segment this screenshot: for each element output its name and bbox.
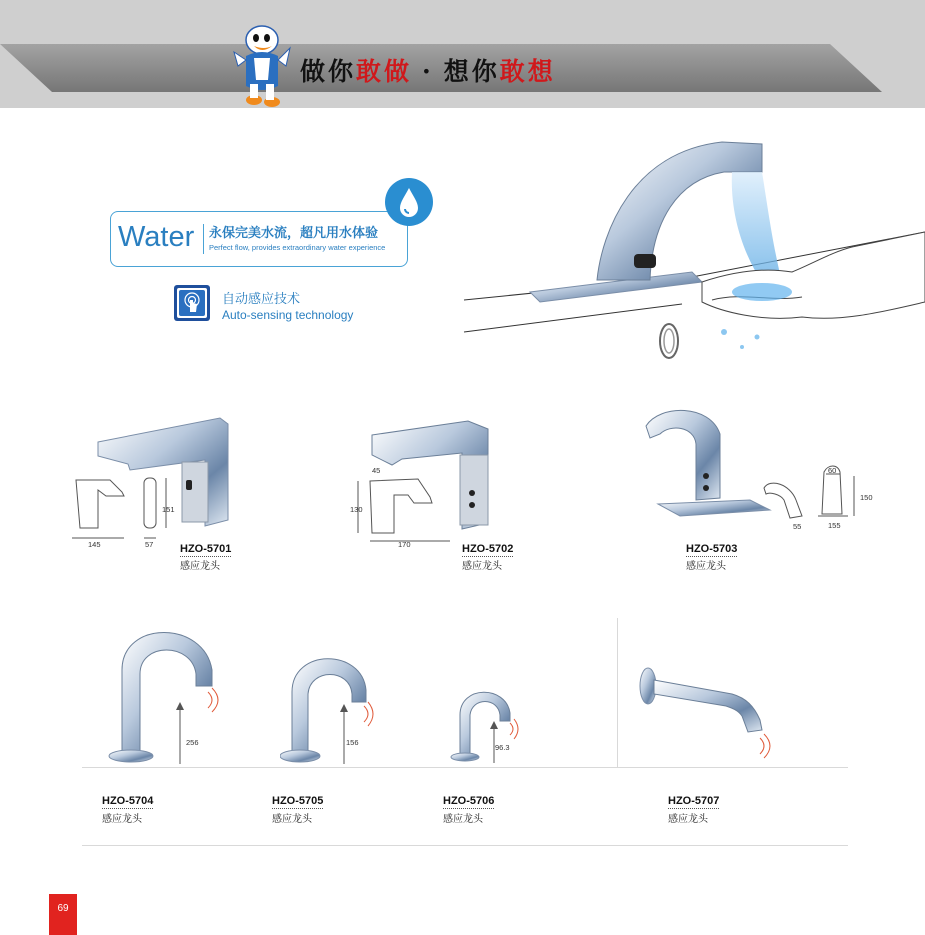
dimension-label: 55: [793, 522, 802, 531]
dimension-label: 145: [88, 540, 101, 549]
product-model-hzo-5707: HZO-5707: [668, 795, 720, 807]
product-desc: 感应龙头: [180, 561, 220, 572]
dimension-label: 60: [828, 466, 837, 475]
product-image-hzo-5705: [280, 650, 380, 765]
dimension-label: 96.3: [495, 743, 510, 752]
dimension-label: 155: [828, 521, 841, 530]
product-model-hzo-5701: HZO-5701: [180, 543, 232, 555]
product-image-hzo-5701: [70, 410, 230, 545]
product-desc: 感应龙头: [668, 814, 708, 825]
product-desc: 感应龙头: [443, 814, 483, 825]
product-desc: 感应龙头: [102, 814, 142, 825]
water-divider: [203, 224, 204, 254]
dimension-label: 130: [350, 505, 363, 514]
dimension-label: 256: [186, 738, 199, 747]
hero-faucet-illustration: [462, 132, 925, 382]
feature-label-en: Auto-sensing technology: [222, 308, 354, 322]
product-image-hzo-5704: [104, 620, 224, 765]
slogan-part2: 想你: [443, 57, 500, 86]
product-model-hzo-5704: HZO-5704: [102, 795, 154, 807]
slogan-dot: ·: [422, 57, 434, 86]
slogan-text: [300, 52, 556, 86]
row-divider: [82, 767, 848, 768]
column-divider: [617, 618, 618, 768]
water-drop-icon: [385, 178, 433, 226]
product-image-hzo-5702: [348, 415, 518, 545]
product-desc: 感应龙头: [686, 561, 726, 572]
product-image-hzo-5707: [636, 660, 786, 760]
page-number: 69: [49, 894, 77, 935]
water-word: Water: [118, 221, 195, 253]
dimension-label: 156: [346, 738, 359, 747]
dimension-label: 45: [372, 466, 381, 475]
product-image-hzo-5706: [450, 685, 530, 765]
water-card: [110, 211, 408, 267]
product-model-hzo-5703: HZO-5703: [686, 543, 738, 555]
touch-sensor-icon: [174, 285, 210, 321]
product-desc: 感应龙头: [272, 814, 312, 825]
product-model-hzo-5706: HZO-5706: [443, 795, 495, 807]
product-desc: 感应龙头: [462, 561, 502, 572]
dimension-label: 57: [145, 540, 154, 549]
water-subtitle: Perfect flow, provides extraordinary water experience: [209, 243, 386, 252]
product-model-hzo-5702: HZO-5702: [462, 543, 514, 555]
product-model-hzo-5705: HZO-5705: [272, 795, 324, 807]
slogan-part1: 做你: [300, 57, 357, 86]
water-title: 永保完美水流，超凡用水体验: [209, 225, 379, 240]
feature-label-cn: 自动感应技术: [222, 291, 301, 306]
mascot-logo: [232, 22, 292, 108]
product-image-hzo-5703: [640, 404, 878, 534]
slogan-part1-red: 敢做: [356, 57, 413, 86]
dimension-label: 151: [162, 505, 175, 514]
dimension-label: 150: [860, 493, 873, 502]
dimension-label: 170: [398, 540, 411, 549]
footer-divider: [82, 845, 848, 846]
slogan-part2-red: 敢想: [499, 57, 556, 86]
